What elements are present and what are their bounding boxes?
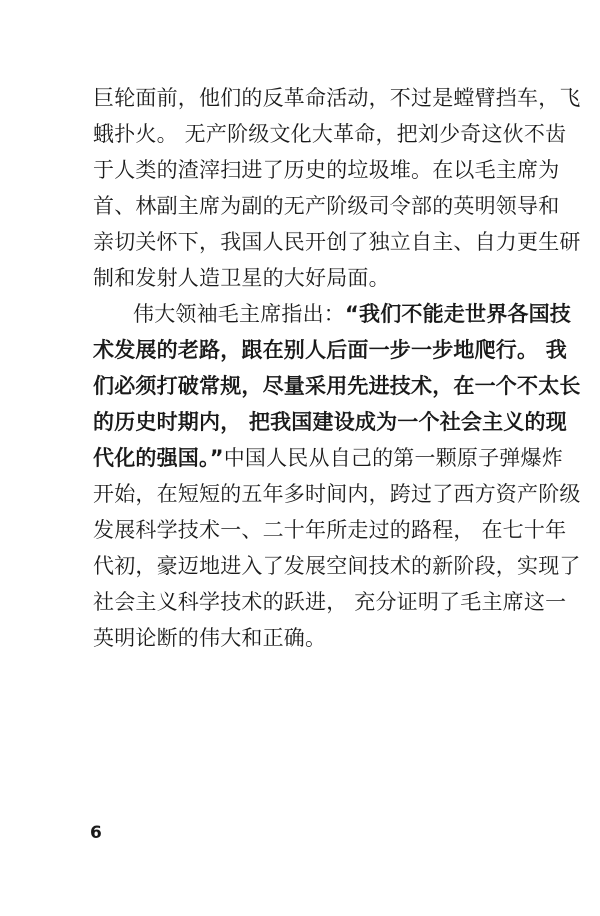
quote-line: 术发展的老路，跟在别人后面一步一步地爬行。 我 <box>93 338 567 362</box>
normal-text: 伟大领袖毛主席指出： <box>133 302 345 326</box>
text-line: 英明论断的伟大和正确。 <box>93 626 327 650</box>
text-line <box>93 443 600 473</box>
text-line: 社会主义科学技术的跃进， 充分证明了毛主席这一 <box>93 590 567 614</box>
quote-line: 们必须打破常规，尽量采用先进技术，在一个不太长 <box>93 374 581 398</box>
text-line: 巨轮面前，他们的反革命活动，不过是螳臂挡车，飞 <box>93 86 581 110</box>
page-number: 6 <box>90 823 102 843</box>
text-line: 亲切关怀下，我国人民开创了独立自主、自力更生研 <box>93 230 581 254</box>
quote-text: “我们不能走世界各国技 <box>345 302 572 326</box>
text-line: 于人类的渣滓扫进了历史的垃圾堆。在以毛主席为 <box>93 158 560 182</box>
normal-text: 中国人民从自己的第一颗原子弹爆炸 <box>223 446 563 470</box>
text-line: 代初，豪迈地进入了发展空间技术的新阶段，实现了 <box>93 554 581 578</box>
text-line: 开始，在短短的五年多时间内，跨过了西方资产阶级 <box>93 482 581 506</box>
text-line <box>133 299 600 329</box>
text-line: 发展科学技术一、二十年所走过的路程， 在七十年 <box>93 518 567 542</box>
quote-text: 代化的强国。” <box>93 446 224 470</box>
text-line: 首、林副主席为副的无产阶级司令部的英明领导和 <box>93 194 560 218</box>
text-line: 蛾扑火。 无产阶级文化大革命，把刘少奇这伙不齿 <box>93 122 567 146</box>
text-line: 制和发射人造卫星的大好局面。 <box>93 266 390 290</box>
quote-line: 的历史时期内， 把我国建设成为一个社会主义的现 <box>93 410 567 434</box>
